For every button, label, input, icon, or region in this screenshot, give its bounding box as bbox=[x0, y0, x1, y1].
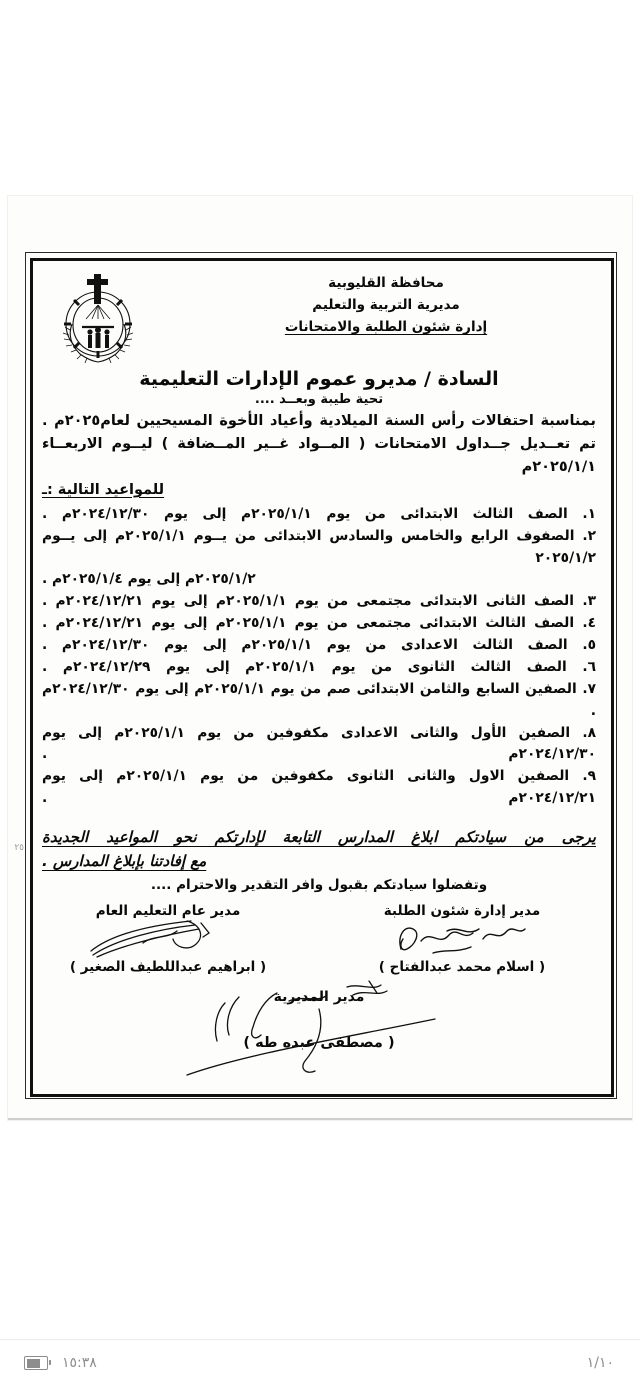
governorate-name: محافظة القليوبية bbox=[328, 275, 444, 291]
item-text: الصف الثالث الابتدائى مجتمعى من يوم ٢٠٢٥/١/١م إلى يوم ٢٠٢٤/١٢/٢١م . bbox=[42, 615, 575, 631]
intro-line-2: تم تعــديل جــداول الامتحانات ( المــواد غــير المــضافة ) ليــوم الاربعــاء ٢٠٢٥/١/١م bbox=[42, 436, 596, 475]
list-item bbox=[42, 635, 596, 657]
item-number: ٤. bbox=[582, 615, 596, 631]
status-bar bbox=[0, 1339, 640, 1386]
request-paragraph bbox=[42, 825, 596, 873]
signature-row bbox=[42, 903, 596, 995]
list-item bbox=[42, 591, 596, 613]
list-item bbox=[42, 679, 596, 722]
organization-lines bbox=[176, 272, 596, 338]
closing-line: وتفضلوا سيادتكم بقبول وافر التقدير والاحترام .... bbox=[150, 877, 488, 893]
item-text: الصفين الاول والثانى الثانوى مكفوفين من يوم ٢٠٢٥/١/١م إلى يوم ٢٠٢٤/١٢/٢١م . bbox=[42, 768, 596, 806]
list-item bbox=[42, 657, 596, 679]
signature-title: مدير عام التعليم العام bbox=[95, 903, 241, 919]
ministry-emblem-icon bbox=[46, 272, 150, 364]
page-indicator: ١/١٠ bbox=[586, 1355, 614, 1371]
item-number: ٨. bbox=[582, 724, 596, 741]
request-line-2: مع إفادتنا بإبلاغ المدارس . bbox=[42, 852, 207, 870]
intro-line-3: للمواعيد التالية :ـ bbox=[42, 482, 165, 498]
greeting-line: تحية طيبة وبعــد .... bbox=[254, 392, 384, 407]
item-text: الصفين الأول والثانى الاعدادى مكفوفين من يوم ٢٠٢٥/١/١م إلى يوم ٢٠٢٤/١٢/٣٠م . bbox=[42, 724, 596, 762]
item-continuation: ٢٠٢٥/١/٢م إلى يوم ٢٠٢٥/١/٤م . bbox=[42, 571, 256, 587]
item-text: الصف الثالث الابتدائى من يوم ٢٠٢٥/١/١م إلى يوم ٢٠٢٤/١٢/٣٠م . bbox=[42, 506, 568, 522]
item-number: ٢. bbox=[582, 528, 597, 544]
department-name: إدارة شئون الطلبة والامتحانات bbox=[284, 319, 488, 335]
list-item bbox=[42, 723, 596, 766]
directorate-name: مديرية التربية والتعليم bbox=[312, 297, 460, 313]
signature-name: ( مصطفى عبده طه ) bbox=[243, 1035, 395, 1051]
item-text: الصف الثالث الاعدادى من يوم ٢٠٢٥/١/١م إلى يوم ٢٠٢٤/١٢/٣٠م . bbox=[42, 637, 568, 653]
item-text: الصفين السابع والثامن الابتدائى صم من يوم ٢٠٢٥/١/١م إلى يوم ٢٠٢٤/١٢/٣٠م . bbox=[42, 681, 596, 719]
intro-paragraph bbox=[42, 410, 596, 502]
item-number: ٧. bbox=[582, 681, 596, 697]
list-item bbox=[42, 526, 596, 591]
item-number: ٣. bbox=[582, 593, 596, 609]
list-item bbox=[42, 613, 596, 635]
item-text: الصفوف الرابع والخامس والسادس الابتدائى من يــوم ٢٠٢٥/١/١م إلى يــوم ٢٠٢٥/١/٢ bbox=[42, 528, 596, 566]
intro-line-1: بمناسبة احتفالات رأس السنة الميلادية وأعياد الأخوة المسيحيين لعام٢٠٢٥م . bbox=[42, 413, 596, 429]
signature-name: ( اسلام محمد عبدالفتاح ) bbox=[378, 959, 546, 975]
signature-title: مدير إدارة شئون الطلبة bbox=[383, 903, 541, 919]
request-line-1: يرجى من سيادتكم ابلاغ المدارس التابعة لإدارتكم نحو المواعيد الجديدة bbox=[42, 828, 596, 846]
item-text: الصف الثالث الثانوى من يوم ٢٠٢٥/١/١م إلى يوم ٢٠٢٤/١٢/٢٩م . bbox=[42, 659, 567, 675]
signature-title: مدير المديرية bbox=[273, 989, 365, 1005]
handwritten-signature bbox=[52, 919, 284, 959]
item-number: ٥. bbox=[582, 637, 596, 653]
item-number: ١. bbox=[582, 506, 596, 522]
signature-block-general-education bbox=[52, 903, 284, 975]
signature-block-student-affairs bbox=[346, 903, 578, 975]
addressee-line: السادة / مديرو عموم الإدارات التعليمية bbox=[139, 368, 499, 390]
letter-content bbox=[42, 270, 596, 1080]
list-item bbox=[42, 766, 596, 809]
handwritten-signature bbox=[346, 919, 578, 959]
item-number: ٦. bbox=[582, 659, 596, 675]
battery-icon bbox=[24, 1356, 48, 1370]
schedule-list bbox=[42, 504, 596, 809]
scanned-page[interactable] bbox=[8, 196, 632, 1120]
status-time: ١٥:٣٨ bbox=[62, 1355, 97, 1371]
item-text: الصف الثانى الابتدائى مجتمعى من يوم ٢٠٢٥/١/١م إلى يوم ٢٠٢٤/١٢/٢١م . bbox=[42, 593, 574, 609]
item-number: ٩. bbox=[582, 768, 596, 784]
margin-mark: ٢٥ bbox=[14, 843, 24, 853]
list-item bbox=[42, 504, 596, 526]
signature-name: ( ابراهيم عبداللطيف الصغير ) bbox=[69, 959, 267, 975]
signature-block-director bbox=[42, 989, 596, 1109]
letterhead bbox=[42, 270, 596, 366]
